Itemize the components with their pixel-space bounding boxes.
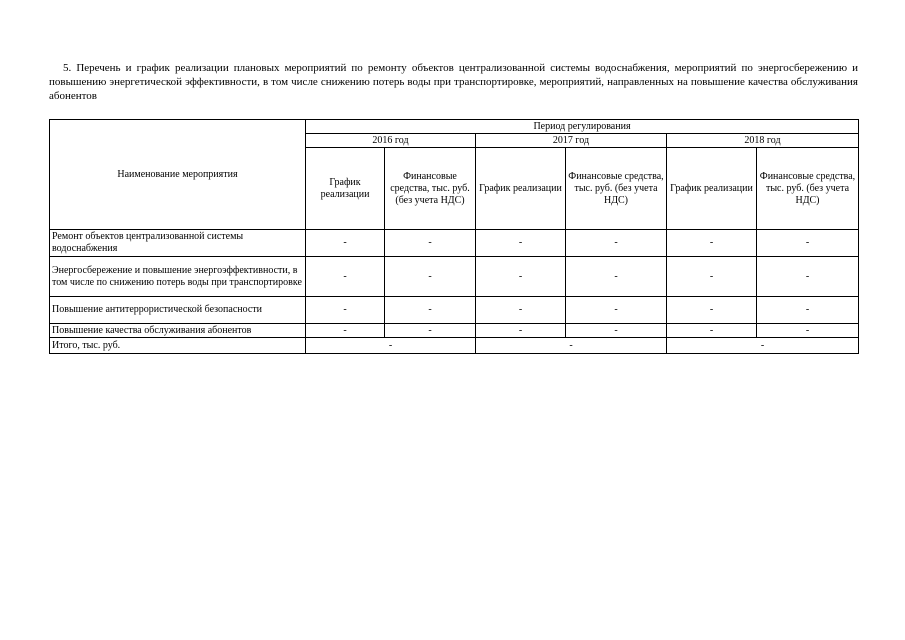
table-cell: - xyxy=(385,324,476,338)
finance-header-2018: Финансовые средства, тыс. руб. (без учета НДС) xyxy=(757,148,859,230)
schedule-header-2017: График реализации xyxy=(476,148,566,230)
table-cell: - xyxy=(476,324,566,338)
table-cell: - xyxy=(757,324,859,338)
table-cell: - xyxy=(566,297,667,324)
table-cell: - xyxy=(385,230,476,257)
table-cell: - xyxy=(757,230,859,257)
table-cell: - xyxy=(385,297,476,324)
measures-table xyxy=(49,119,859,354)
measure-name: Повышение качества обслуживания абонентов xyxy=(50,324,306,338)
total-label: Итого, тыс. руб. xyxy=(50,338,306,354)
table-cell: - xyxy=(306,297,385,324)
total-value-2018: - xyxy=(667,338,859,354)
measure-name: Энергосбережение и повышение энергоэффективности, в том числе по снижению потерь воды при транспортировке xyxy=(50,257,306,297)
table-row xyxy=(50,297,859,324)
total-value-2016: - xyxy=(306,338,476,354)
table-cell: - xyxy=(306,230,385,257)
schedule-header-2016: График реализации xyxy=(306,148,385,230)
year-header-2016: 2016 год xyxy=(306,134,476,148)
table-cell: - xyxy=(385,257,476,297)
finance-header-2017: Финансовые средства, тыс. руб. (без учета НДС) xyxy=(566,148,667,230)
table-cell: - xyxy=(667,324,757,338)
header-row-period xyxy=(50,120,859,134)
measure-name: Ремонт объектов централизованной системы водоснабжения xyxy=(50,230,306,257)
year-header-2017: 2017 год xyxy=(476,134,667,148)
table-cell: - xyxy=(476,230,566,257)
table-cell: - xyxy=(667,230,757,257)
table-cell: - xyxy=(566,257,667,297)
table-cell: - xyxy=(566,230,667,257)
year-header-2018: 2018 год xyxy=(667,134,859,148)
table-row xyxy=(50,324,859,338)
name-column-header: Наименование мероприятия xyxy=(50,120,306,230)
table-cell: - xyxy=(667,297,757,324)
finance-header-2016: Финансовые средства, тыс. руб. (без учета НДС) xyxy=(385,148,476,230)
measure-name: Повышение антитеррористической безопасности xyxy=(50,297,306,324)
table-cell: - xyxy=(306,257,385,297)
table-cell: - xyxy=(667,257,757,297)
table-cell: - xyxy=(306,324,385,338)
table-cell: - xyxy=(757,297,859,324)
period-header: Период регулирования xyxy=(306,120,859,134)
section-heading: 5. Перечень и график реализации плановых мероприятий по ремонту объектов централизованной системы водоснабжения, мероприятий по энергосбережению и повышению энергетической эффективности, в том числе снижению потерь воды при транспортировке, мероприятий, направленных на повышение качества обслуживания абонентов xyxy=(49,62,858,102)
table-row xyxy=(50,257,859,297)
total-value-2017: - xyxy=(476,338,667,354)
table-cell: - xyxy=(757,257,859,297)
table-cell: - xyxy=(476,297,566,324)
table-cell: - xyxy=(476,257,566,297)
table-cell: - xyxy=(566,324,667,338)
schedule-header-2018: График реализации xyxy=(667,148,757,230)
table-row xyxy=(50,230,859,257)
total-row xyxy=(50,338,859,354)
